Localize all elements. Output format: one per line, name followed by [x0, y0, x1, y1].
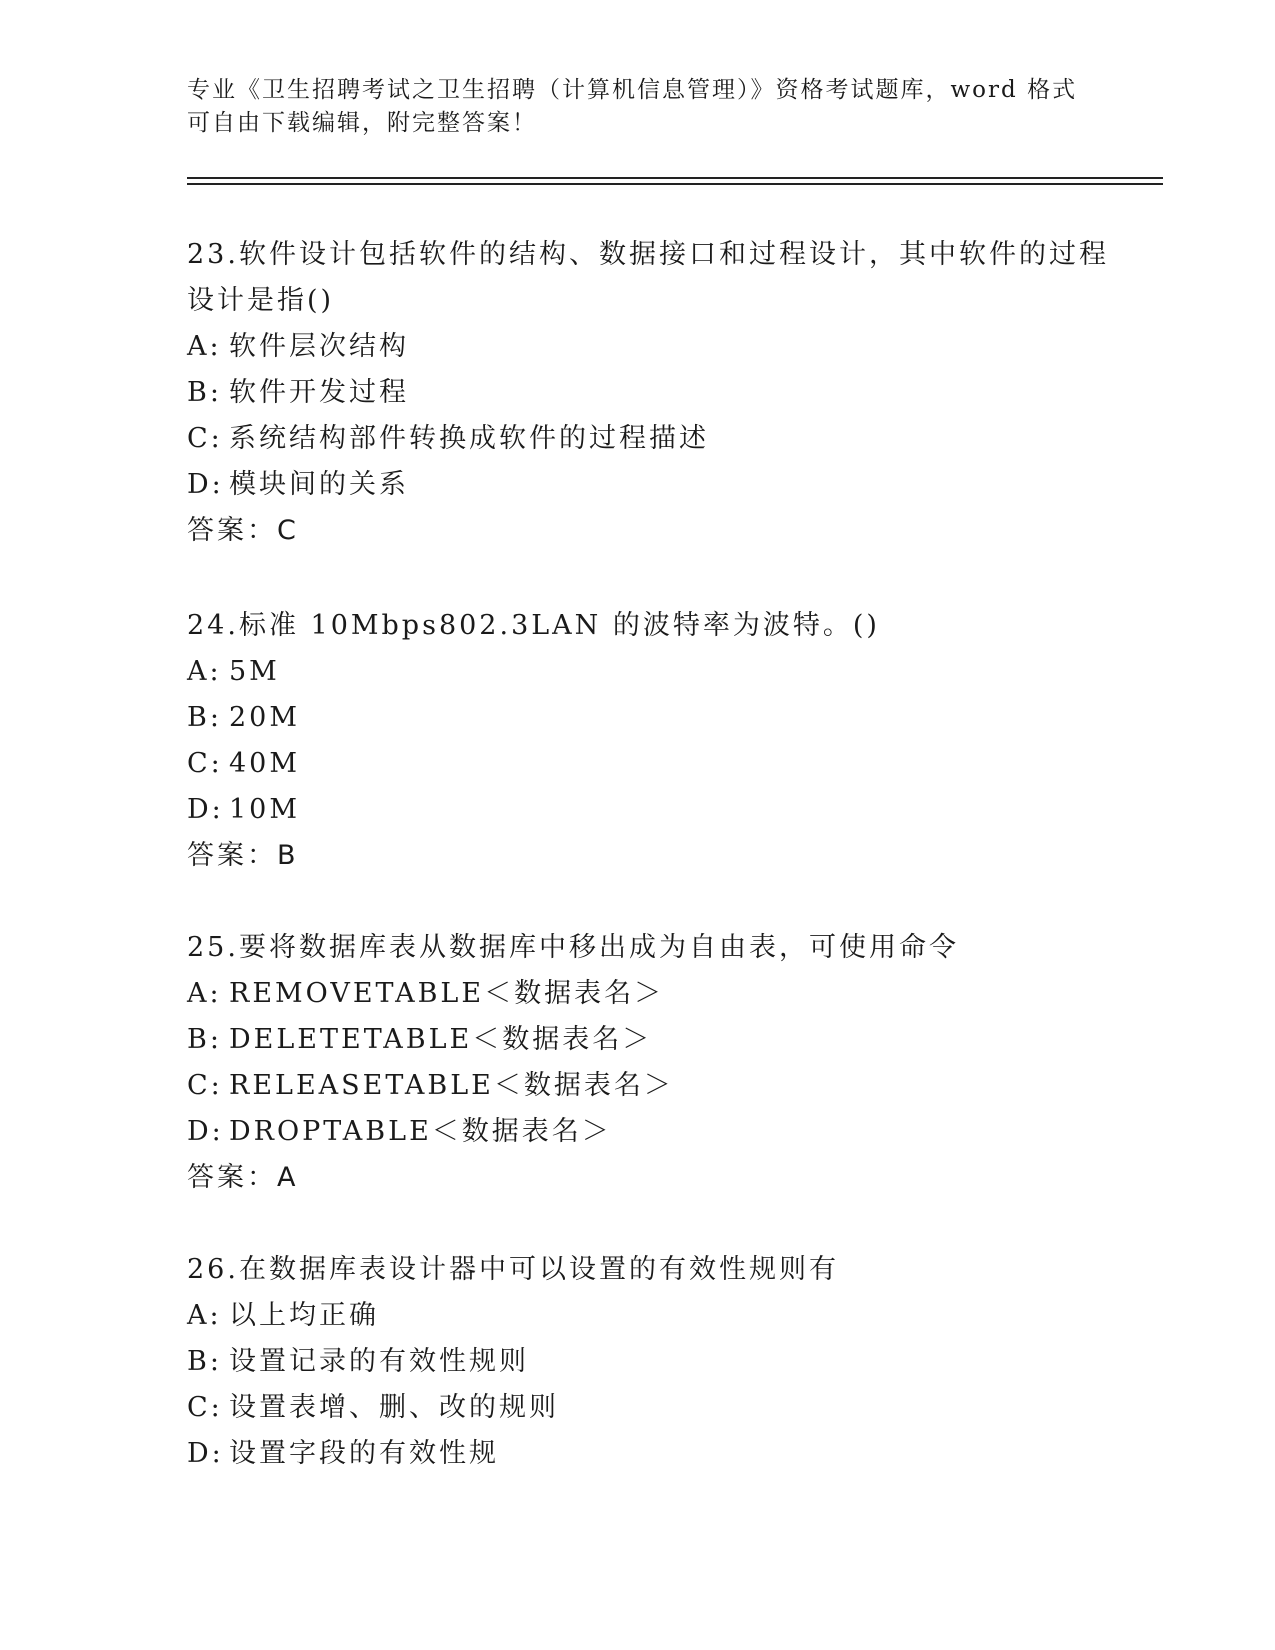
option-text: 40M: [229, 748, 301, 779]
option-a: [187, 649, 1147, 695]
option-letter: A:: [187, 656, 222, 687]
option-b: [187, 1339, 1147, 1385]
option-letter: C:: [187, 1070, 223, 1101]
option-letter: C:: [187, 423, 223, 454]
option-text: RELEASETABLE＜数据表名＞: [229, 1070, 674, 1101]
option-letter: B:: [187, 1346, 222, 1377]
option-a: [187, 1293, 1147, 1339]
question-text: 23.软件设计包括软件的结构、数据接口和过程设计，其中软件的过程: [187, 239, 1109, 270]
option-d: [187, 462, 1147, 508]
option-c: [187, 1063, 1147, 1109]
option-text: 设置记录的有效性规则: [229, 1346, 529, 1377]
option-text: DELETETABLE＜数据表名＞: [229, 1024, 653, 1055]
option-letter: A:: [187, 1300, 222, 1331]
option-letter: B:: [187, 1024, 222, 1055]
header-divider-top: [187, 177, 1163, 179]
question-text: 24.标准 10Mbps802.3LAN 的波特率为波特。(): [187, 610, 880, 641]
option-c: [187, 416, 1147, 462]
question-24: [187, 603, 1147, 879]
option-text: 设置表增、删、改的规则: [229, 1392, 559, 1423]
option-a: [187, 324, 1147, 370]
option-letter: D:: [187, 794, 224, 825]
option-letter: D:: [187, 1116, 224, 1147]
option-b: [187, 370, 1147, 416]
question-text: 26.在数据库表设计器中可以设置的有效性规则有: [187, 1254, 839, 1285]
header-line-2: 可自由下载编辑，附完整答案！: [187, 110, 537, 136]
option-c: [187, 741, 1147, 787]
option-text: 设置字段的有效性规: [229, 1438, 499, 1469]
option-letter: A:: [187, 978, 222, 1009]
option-d: [187, 1431, 1147, 1477]
answer-label: 答案：B: [187, 840, 299, 871]
question-23: [187, 232, 1147, 554]
option-text: DROPTABLE＜数据表名＞: [229, 1116, 612, 1147]
option-text: 软件开发过程: [229, 377, 409, 408]
header-line-1: 专业《卫生招聘考试之卫生招聘（计算机信息管理）》资格考试题库，word 格式: [187, 77, 1078, 103]
option-letter: B:: [187, 377, 222, 408]
question-25: [187, 925, 1147, 1201]
option-letter: C:: [187, 748, 223, 779]
option-b: [187, 1017, 1147, 1063]
document-header: [187, 74, 1087, 140]
option-text: 10M: [229, 794, 301, 825]
option-letter: D:: [187, 469, 224, 500]
option-text: REMOVETABLE＜数据表名＞: [229, 978, 665, 1009]
answer-label: 答案：A: [187, 1162, 299, 1193]
option-letter: B:: [187, 702, 222, 733]
option-letter: C:: [187, 1392, 223, 1423]
option-letter: D:: [187, 1438, 224, 1469]
option-text: 以上均正确: [229, 1300, 379, 1331]
option-d: [187, 787, 1147, 833]
option-c: [187, 1385, 1147, 1431]
option-text: 20M: [229, 702, 301, 733]
option-a: [187, 971, 1147, 1017]
option-text: 软件层次结构: [229, 331, 409, 362]
header-divider-bottom: [187, 183, 1163, 185]
question-text-continued: 设计是指(): [187, 285, 335, 316]
option-b: [187, 695, 1147, 741]
option-letter: A:: [187, 331, 222, 362]
question-26: [187, 1247, 1147, 1477]
question-text: 25.要将数据库表从数据库中移出成为自由表，可使用命令: [187, 932, 959, 963]
option-text: 系统结构部件转换成软件的过程描述: [229, 423, 709, 454]
option-text: 模块间的关系: [229, 469, 409, 500]
answer-label: 答案：C: [187, 515, 299, 546]
option-text: 5M: [229, 656, 280, 687]
option-d: [187, 1109, 1147, 1155]
